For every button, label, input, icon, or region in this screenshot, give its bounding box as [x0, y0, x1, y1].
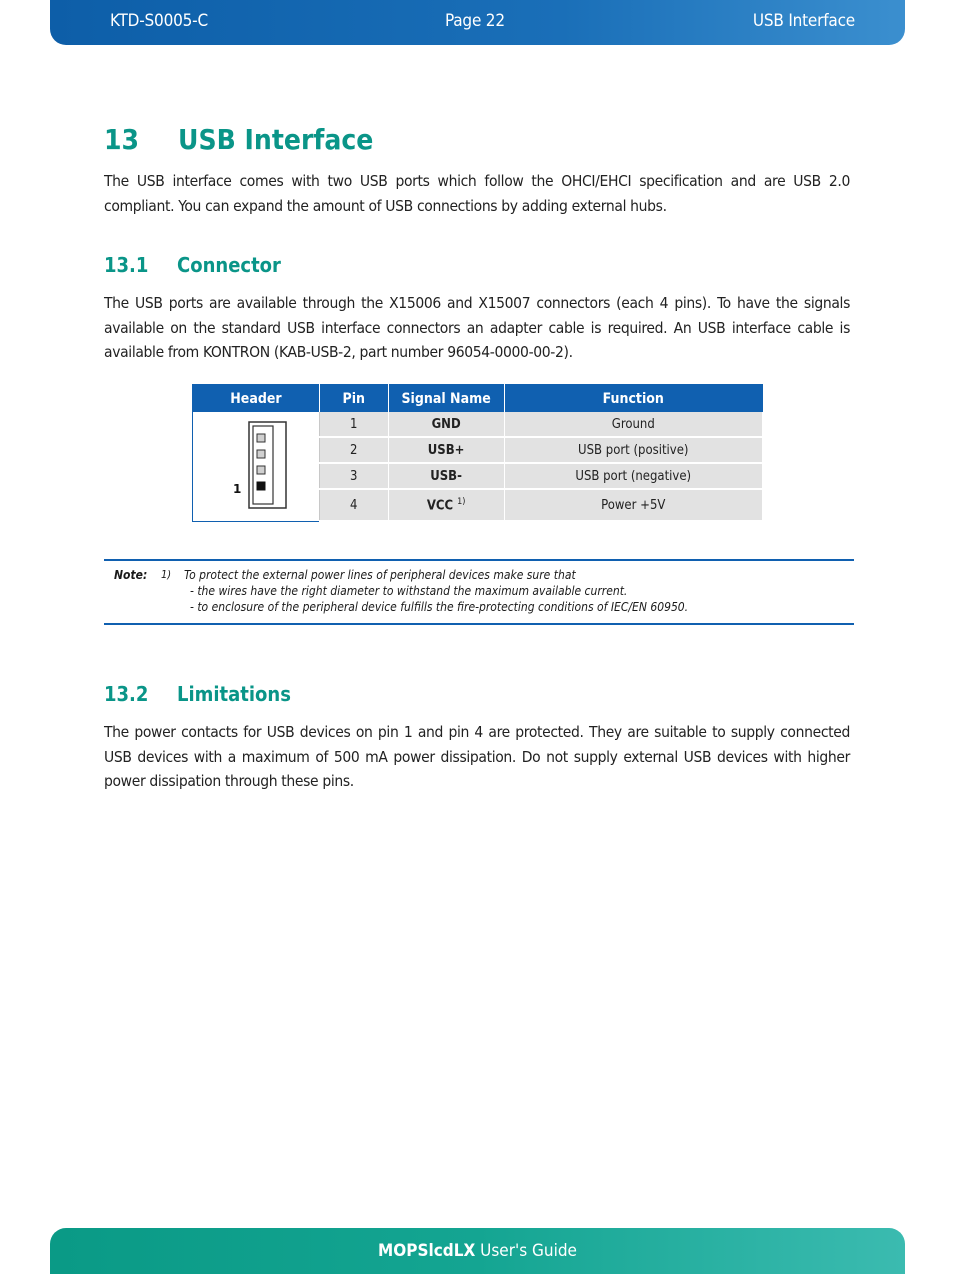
function-cell: USB port (positive) [504, 437, 762, 463]
chapter-heading [104, 123, 373, 156]
section-title: Limitations [177, 682, 291, 706]
header-section-title: USB Interface [752, 11, 855, 31]
footnote-marker: 1) [457, 496, 466, 507]
function-cell: USB port (negative) [504, 463, 762, 489]
chapter-intro: The USB interface comes with two USB ports which follow the OHCI/EHCI specification and are USB 2.0 compliant. You can expand the amount of USB connections by adding external hubs. [104, 172, 850, 215]
signal-cell: USB- [388, 463, 504, 489]
page-number: Page 22 [445, 11, 505, 31]
pin-cell: 2 [319, 437, 388, 463]
table-row [193, 412, 763, 437]
note-line: - to enclosure of the peripheral device fulfills the fire-protecting conditions of IEC/EN 60950. [190, 600, 689, 614]
column-header: Pin [319, 385, 388, 413]
note-line: - the wires have the right diameter to withstand the maximum available current. [190, 584, 628, 598]
pin-one-label: 1 [232, 482, 242, 497]
signal-name: VCC [426, 498, 454, 514]
signal-cell: USB+ [388, 437, 504, 463]
pin-assignment-table [192, 384, 763, 522]
product-name: MOPSlcdLX [378, 1241, 476, 1261]
column-header: Header [193, 385, 320, 413]
limitations-paragraph: The power contacts for USB devices on pin 1 and pin 4 are protected. They are suitable to supply connected USB devices with a maximum of 500 mA power dissipation. Do not supply external USB devices with higher power dissipation through these pins. [104, 723, 850, 790]
pin-cell: 3 [319, 463, 388, 489]
document-id: KTD-S0005-C [110, 11, 208, 31]
note-footnote-marker: 1) [161, 568, 172, 581]
function-cell: Power +5V [504, 489, 762, 521]
header-diagram-cell [193, 412, 320, 521]
section-heading-limitations [104, 682, 291, 706]
chapter-title: USB Interface [178, 123, 374, 156]
column-header: Signal Name [388, 385, 504, 413]
section-number: 13.1 [104, 253, 149, 277]
column-header: Function [504, 385, 762, 413]
connector-header-diagram [221, 416, 291, 512]
guide-label: User's Guide [480, 1241, 577, 1261]
section-number: 13.2 [104, 682, 149, 706]
page-header-bar [50, 0, 905, 45]
section-title: Connector [177, 253, 281, 277]
chapter-number: 13 [104, 123, 140, 156]
note-box [104, 559, 854, 625]
signal-cell [388, 489, 504, 521]
function-cell: Ground [504, 412, 762, 437]
note-label: Note: [114, 568, 148, 582]
pin-cell: 1 [319, 412, 388, 437]
section-heading-connector [104, 253, 281, 277]
page-footer-bar [50, 1228, 905, 1274]
note-line: To protect the external power lines of peripheral devices make sure that [184, 568, 576, 582]
signal-cell: GND [388, 412, 504, 437]
connector-paragraph: The USB ports are available through the X15006 and X15007 connectors (each 4 pins). To have the signals available on the standard USB interface connectors an adapter cable is required. An USB interface cable is available from KONTRON (KAB-USB-2, part number 96054-0000-00-2). [104, 294, 850, 361]
pin-cell: 4 [319, 489, 388, 521]
table-header-row [193, 385, 763, 413]
